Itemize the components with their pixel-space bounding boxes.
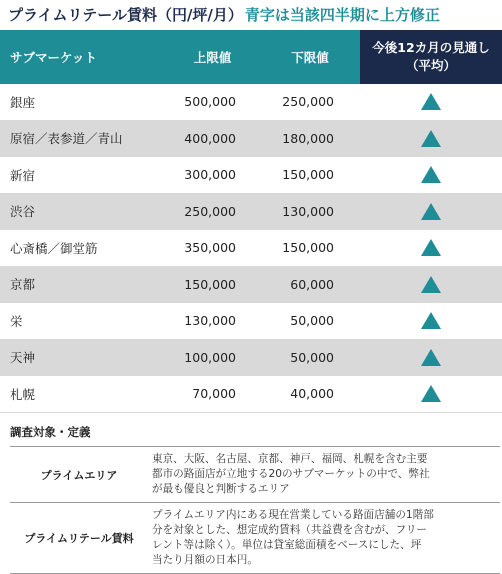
table-row xyxy=(0,303,502,340)
up-triangle-icon xyxy=(421,349,441,366)
up-triangle-icon xyxy=(421,276,441,293)
definition-row xyxy=(10,502,500,574)
definition-desc xyxy=(148,503,500,573)
rent-table xyxy=(0,30,502,413)
cell-submarket: 栄 xyxy=(10,313,23,329)
header-outlook-line2: （平均） xyxy=(405,58,456,73)
definition-line: レント等は除く）。単位は貸室総面積をベースにした、坪 xyxy=(152,539,422,551)
up-triangle-icon xyxy=(421,203,441,220)
table-row xyxy=(0,376,502,413)
definitions-title: 調査対象・定義 xyxy=(10,425,91,439)
cell-submarket: 心斎橋／御堂筋 xyxy=(10,240,98,256)
cell-lower: 60,000 xyxy=(290,276,334,292)
definition-row xyxy=(10,446,500,502)
table-row xyxy=(0,267,502,304)
cell-submarket: 渋谷 xyxy=(10,204,36,220)
cell-submarket: 新宿 xyxy=(10,167,36,183)
cell-upper: 300,000 xyxy=(184,167,236,183)
cell-lower: 250,000 xyxy=(282,94,334,110)
cell-lower: 50,000 xyxy=(290,313,334,329)
up-triangle-icon xyxy=(421,166,441,183)
cell-submarket: 銀座 xyxy=(10,94,36,110)
cell-submarket: 原宿／表参道／青山 xyxy=(10,131,123,147)
table-row xyxy=(0,194,502,231)
definition-line: 当たり月額の日本円。 xyxy=(152,554,258,566)
cell-upper: 100,000 xyxy=(184,349,236,365)
up-triangle-icon xyxy=(421,385,441,402)
cell-lower: 130,000 xyxy=(282,203,334,219)
table-row xyxy=(0,157,502,194)
header-outlook-line1: 今後12カ月の見通し xyxy=(372,40,490,55)
cell-upper: 130,000 xyxy=(184,313,236,329)
header-submarket: サブマーケット xyxy=(0,30,165,84)
up-triangle-icon xyxy=(421,130,441,147)
up-triangle-icon xyxy=(421,239,441,256)
cell-upper: 500,000 xyxy=(184,94,236,110)
definition-term: プライムリテール賃料 xyxy=(24,532,134,545)
cell-lower: 180,000 xyxy=(282,130,334,146)
cell-upper: 150,000 xyxy=(184,276,236,292)
table-row xyxy=(0,340,502,377)
header-outlook xyxy=(360,30,502,84)
header-upper: 上限値 xyxy=(165,30,260,84)
title-note: 青字は当該四半期に上方修正 xyxy=(244,6,440,24)
cell-upper: 250,000 xyxy=(184,203,236,219)
definition-desc xyxy=(148,447,500,502)
header-lower: 下限値 xyxy=(260,30,360,84)
up-triangle-icon xyxy=(421,93,441,110)
cell-upper: 350,000 xyxy=(184,240,236,256)
definition-line: が最も優良と判断するエリア xyxy=(152,483,290,495)
table-row xyxy=(0,230,502,267)
table-header xyxy=(0,30,502,84)
table-row xyxy=(0,84,502,121)
cell-upper: 400,000 xyxy=(184,130,236,146)
cell-upper: 70,000 xyxy=(192,386,236,402)
cell-lower: 150,000 xyxy=(282,167,334,183)
definition-term: プライムエリア xyxy=(40,468,118,482)
definitions-table xyxy=(10,446,500,574)
cell-submarket: 京都 xyxy=(10,277,36,293)
cell-submarket: 天神 xyxy=(10,350,36,366)
definition-line: プライムエリア内にある現在営業している路面店舗の1階部 xyxy=(152,509,434,521)
definition-line: 東京、大阪、名古屋、京都、神戸、福岡、札幌を含む主要 xyxy=(152,453,428,465)
title-main: プライムリテール賃料（円/坪/月） xyxy=(8,6,243,24)
definition-line: 分を対象とした、想定成約賃料（共益費を含むが、フリー xyxy=(152,524,428,536)
table-row xyxy=(0,121,502,158)
cell-lower: 150,000 xyxy=(282,240,334,256)
up-triangle-icon xyxy=(421,312,441,329)
cell-submarket: 札幌 xyxy=(10,386,36,402)
page-title xyxy=(8,4,440,26)
cell-lower: 40,000 xyxy=(290,386,334,402)
cell-lower: 50,000 xyxy=(290,349,334,365)
definition-line: 都市の路面店が立地する20のサブマーケットの中で、弊社 xyxy=(152,468,430,480)
